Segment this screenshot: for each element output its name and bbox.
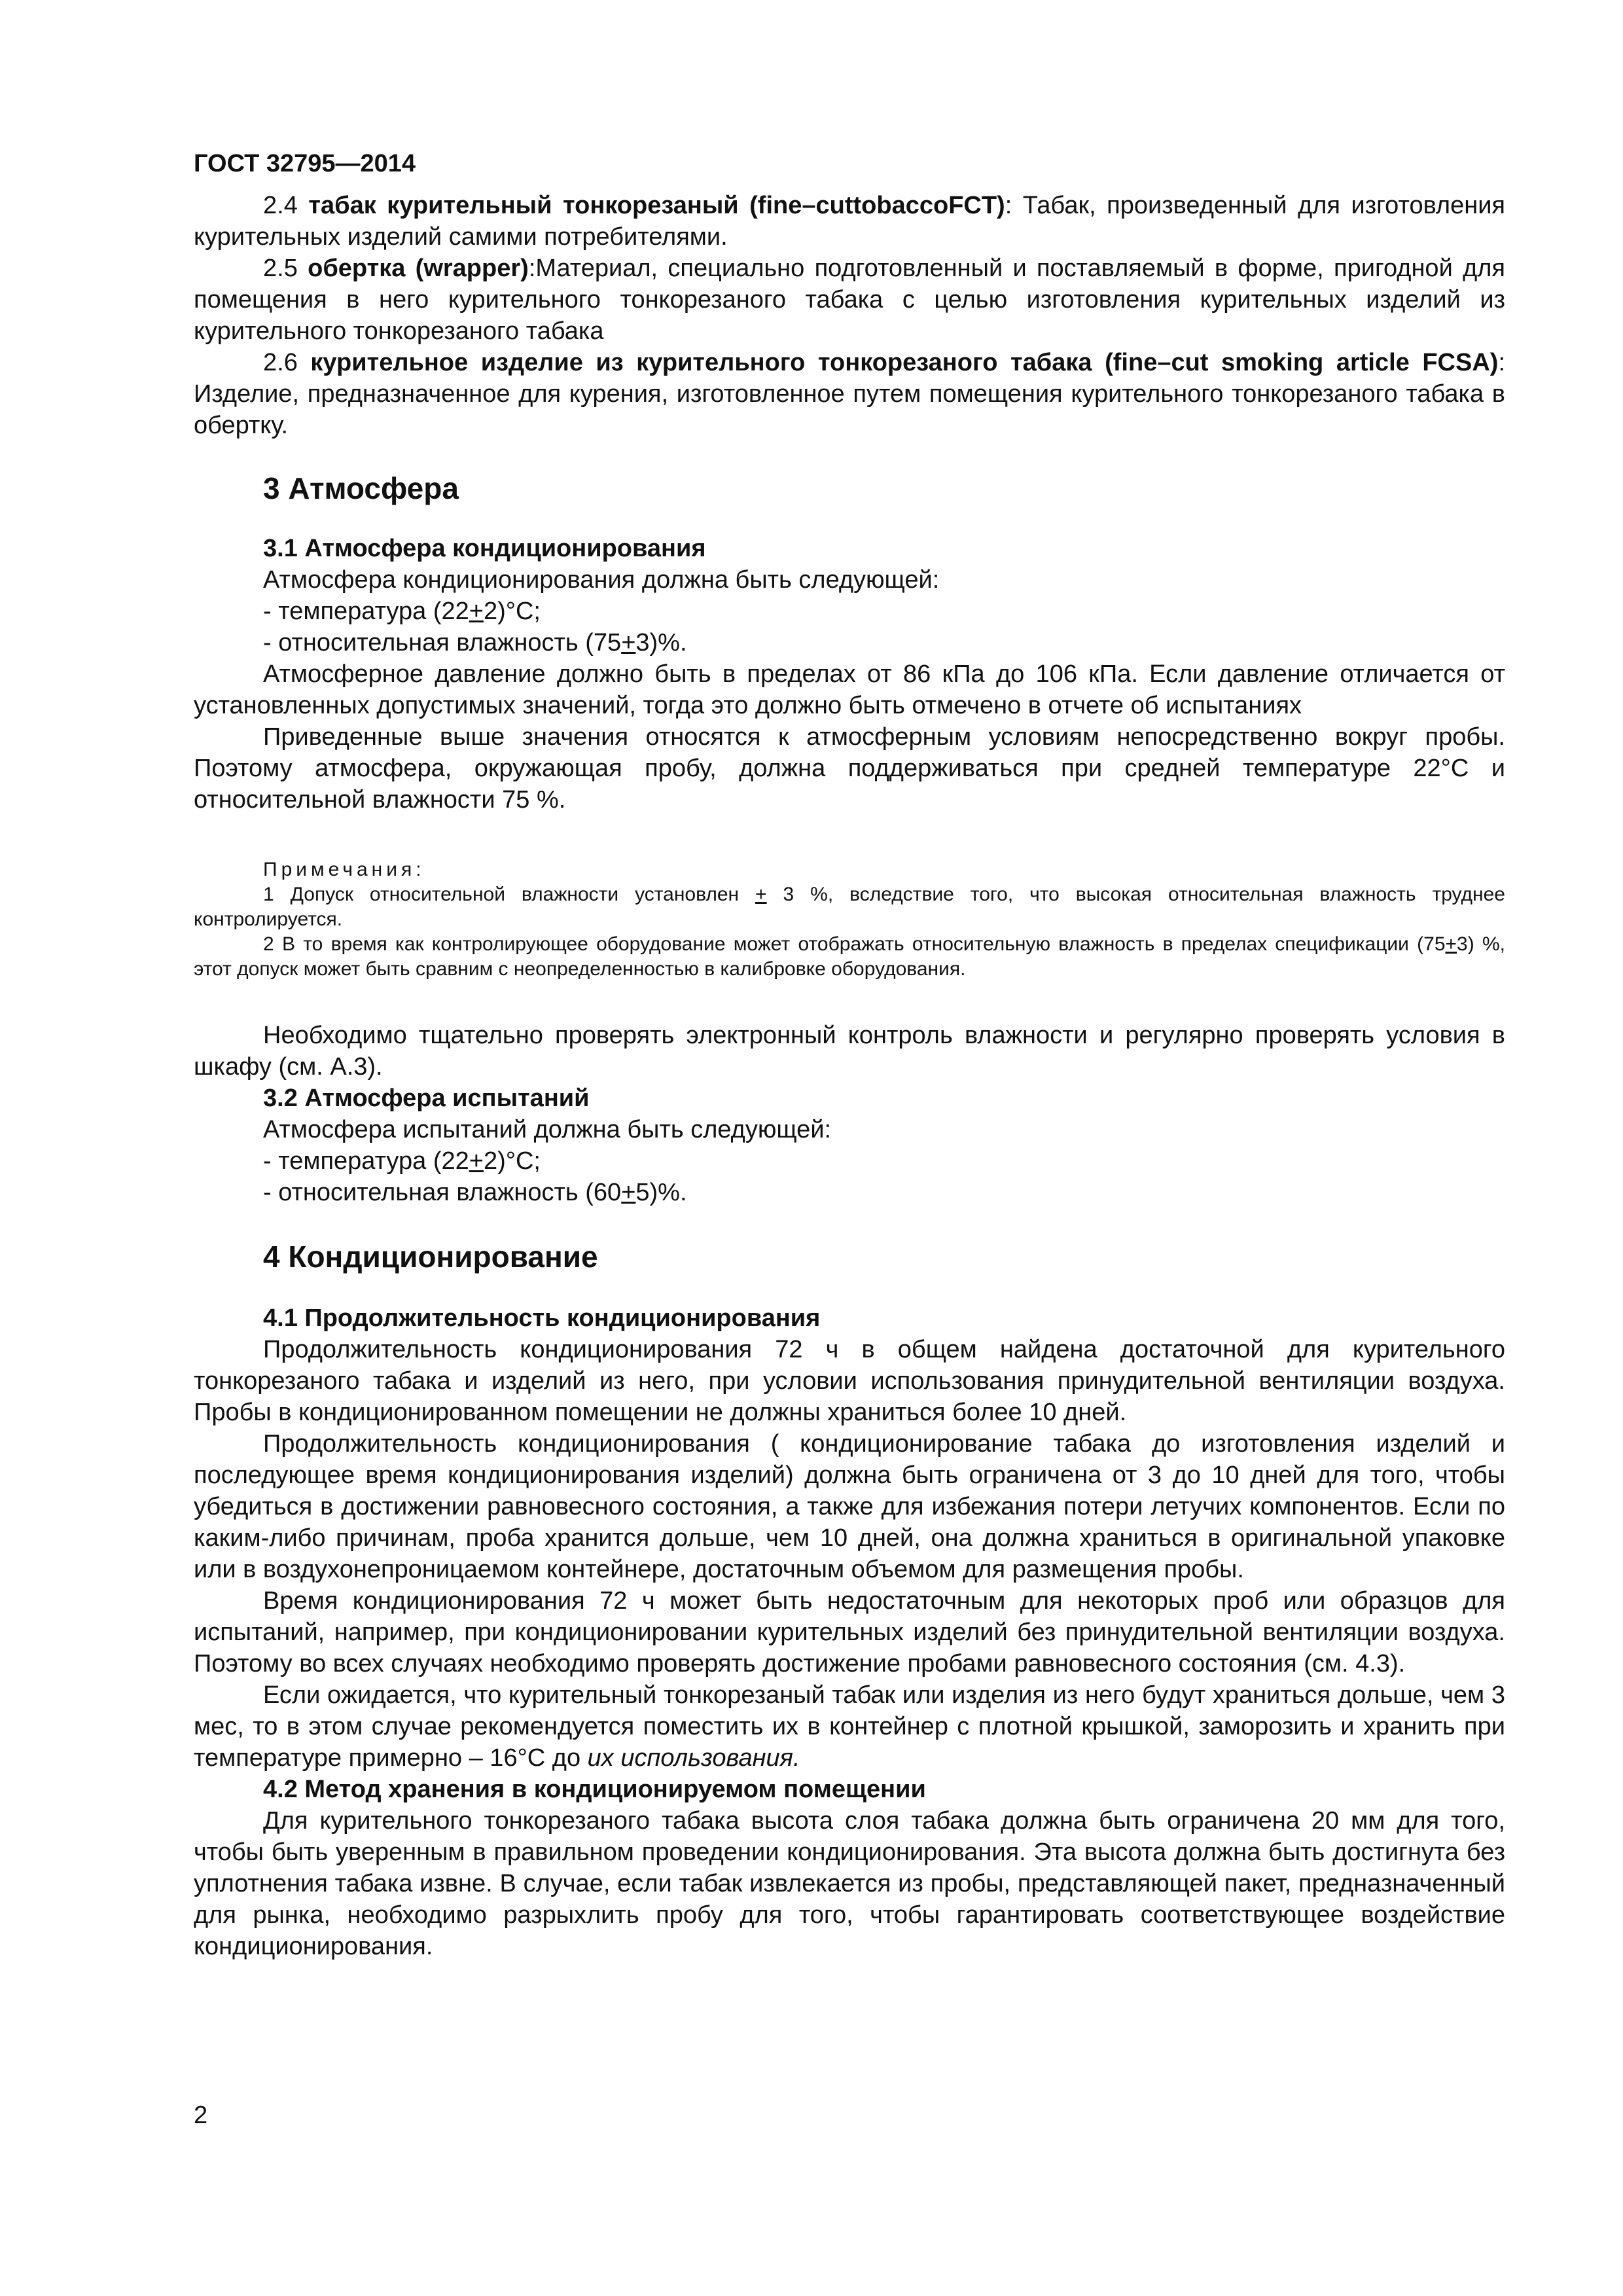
pressure-paragraph: Атмосферное давление должно быть в пределах от 86 кПа до 106 кПа. Если давление отличается от установленных допустимых значений, тогда это должно быть отмечено в отчете об испытаниях [194,660,1505,719]
notes-title: Примечания: [263,859,425,880]
definition-2-4 [194,190,1505,253]
notes-block [194,857,1505,982]
duration-paragraph-1: Продолжительность кондиционирования 72 ч в общем найдена достаточной для курительного тонкорезаного табака и изделий из него, при условии использования принудительной вентиляции воздуха. Пробы в кондиционированном помещении не должны храниться более 10 дней. [194,1336,1505,1426]
humidity-line: - относительная влажность (75+3)%. [263,629,687,656]
test-atmosphere-intro: Атмосфера испытаний должна быть следующей: [263,1116,832,1143]
plus-minus-sign: + [469,1147,484,1175]
test-humidity-line: - относительная влажность (60+5)%. [263,1179,687,1206]
definition-term: обертка (wrapper) [308,255,529,282]
note-2: 2 В то время как контролирующее оборудование может отображать относительную влажность в пределах спецификации (75+3) %, этот допуск может быть сравним с неопределенностью в калибровке оборудования. [194,933,1505,980]
page-number: 2 [194,2102,208,2129]
definition-term: табак курительный тонкорезаный (fine–cuttobaccoFCT) [308,192,1005,219]
definition-2-6 [194,347,1505,441]
test-temperature-line: - температура (22+2)°С; [263,1147,541,1175]
definition-number: 2.5 [263,255,298,282]
note-1: 1 Допуск относительной влажности установлен + 3 %, вследствие того, что высокая относительная влажность труднее контролируется. [194,884,1505,930]
section-4-heading: 4 Кондиционирование [263,1240,598,1274]
definition-text: :Материал, специально подготовленный и поставляемый в форме, пригодной для помещения в него курительного тонкорезаного табака с целью изготовления курительных изделий из курительного тонкорезаного табака [194,255,1505,345]
definition-number: 2.4 [263,192,298,219]
duration-paragraph-2: Продолжительность кондиционирования ( кондиционирование табака до изготовления изделий и последующее время кондиционирования изделий) должна быть ограничена от 3 до 10 дней для того, чтобы убедиться в достижении равновесного состояния, а также для избежания потери летучих компонентов. Если по каким-либо причинам, проба хранится дольше, чем 10 дней, она должна храниться в оригинальной упаковке или в воздухонепроницаемом контейнере, достаточным объемом для размещения пробы. [194,1430,1505,1583]
subsection-3-1-heading: 3.1 Атмосфера кондиционирования [263,535,706,562]
subsection-3-2-heading: 3.2 Атмосфера испытаний [263,1085,590,1112]
temperature-line: - температура (22+2)°С; [263,598,541,625]
plus-minus-sign: + [621,629,636,656]
plus-minus-sign: + [755,884,767,905]
definition-text: : Изделие, предназначенное для курения, изготовленное путем помещения курительного тонкорезаного табака в обертку. [194,349,1505,439]
conditions-paragraph: Приведенные выше значения относятся к атмосферным условиям непосредственно вокруг пробы. Поэтому атмосфера, окружающая пробу, должна поддерживаться при средней температуре 22°С и относительной влажности 75 %. [194,723,1505,814]
subsection-4-2-heading: 4.2 Метод хранения в кондиционируемом помещении [263,1776,926,1803]
plus-minus-sign: + [469,598,484,625]
plus-minus-sign: + [621,1179,636,1206]
duration-paragraph-4: Если ожидается, что курительный тонкорезаный табак или изделия из него будут храниться дольше, чем 3 мес, то в этом случае рекомендуется поместить их в контейнер с плотной крышкой, заморозить и хранить при температуре примерно – 16°С до их использования. [194,1681,1505,1772]
duration-paragraph-3: Время кондиционирования 72 ч может быть недостаточным для некоторых проб или образцов для испытаний, например, при кондиционировании курительных изделий без принудительной вентиляции воздуха. Поэтому во всех случаях необходимо проверять достижение пробами равновесного состояния (см. 4.3). [194,1587,1505,1677]
atmosphere-intro: Атмосфера кондиционирования должна быть следующей: [263,566,940,594]
humidity-control-paragraph: Необходимо тщательно проверять электронный контроль влажности и регулярно проверять условия в шкафу (см. А.3). [194,1022,1505,1081]
page-content [194,145,1505,1962]
definition-text: : Табак, произведенный для изготовления курительных изделий самими потребителями. [194,192,1505,251]
subsection-4-1-heading: 4.1 Продолжительность кондиционирования [263,1304,821,1332]
section-3-heading: 3 Атмосфера [263,471,459,505]
definition-term: курительное изделие из курительного тонкорезаного табака (fine–cut smoking article FCSA) [310,349,1499,376]
plus-minus-sign: + [1445,933,1457,955]
document-code: ГОСТ 32795—2014 [194,150,416,177]
definition-2-5 [194,253,1505,347]
storage-method-paragraph: Для курительного тонкорезаного табака высота слоя табака должна быть ограничена 20 мм для того, чтобы быть уверенным в правильном проведении кондиционирования. Эта высота должна быть достигнута без уплотнения табака извне. В случае, если табак извлекается из пробы, представляющей пакет, предназначенный для рынка, необходимо разрыхлить пробу для того, чтобы гарантировать соответствующее воздействие кондиционирования. [194,1807,1505,1960]
definition-number: 2.6 [263,349,298,376]
